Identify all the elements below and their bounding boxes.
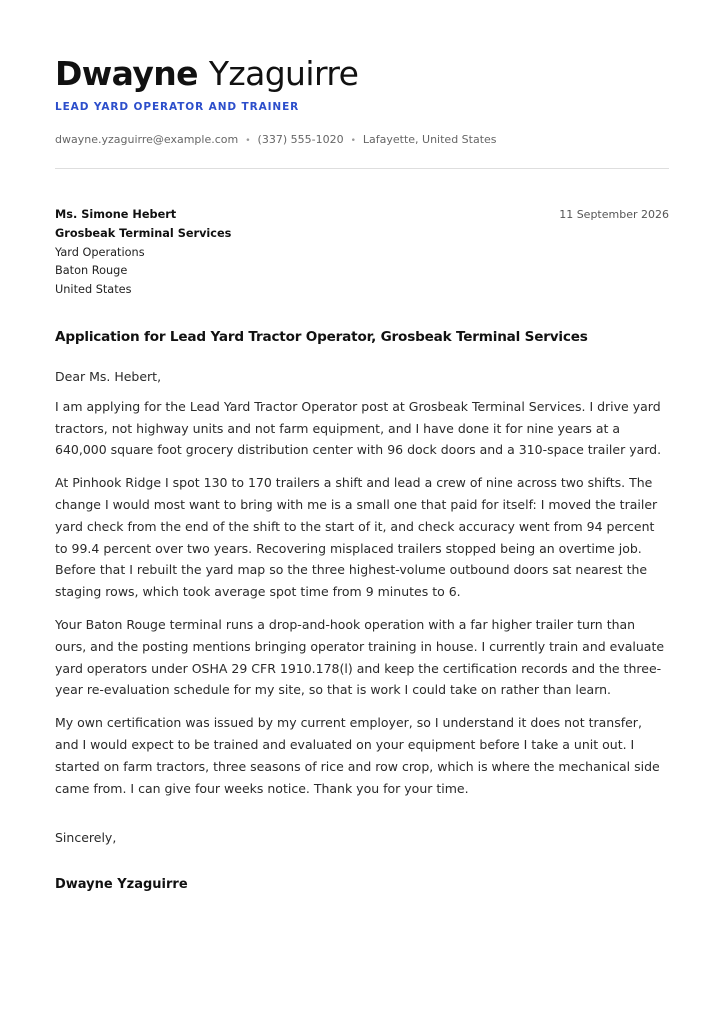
closing: Sincerely,	[55, 830, 117, 845]
salutation: Dear Ms. Hebert,	[55, 369, 162, 384]
recipient-block	[55, 206, 231, 300]
recipient-city: Baton Rouge	[55, 264, 128, 278]
signature: Dwayne Yzaguirre	[55, 877, 188, 892]
letter-body	[55, 366, 669, 810]
contact-separator: •	[350, 136, 356, 146]
contact-location: Lafayette, United States	[362, 133, 497, 146]
applicant-first-name: Dwayne	[55, 54, 198, 93]
body-paragraph: My own certification was issued by my current employer, so I understand it does not transfer, and I would expect to be trained and evaluated on your equipment before I take a unit out. I started on farm tractors, three seasons of rice and row crop, which is where the mechanical side came from. I can give four weeks notice. Thank you for your time.	[55, 715, 660, 796]
cover-letter-page	[55, 0, 669, 1024]
recipient-department: Yard Operations	[55, 245, 145, 259]
recipient-name: Ms. Simone Hebert	[55, 208, 177, 221]
body-paragraph: At Pinhook Ridge I spot 130 to 170 trailers a shift and lead a crew of nine across two shifts. The change I would most want to bring with me is a small one that paid for itself: I moved the trailer yard check from the end of the shift to the start of it, and check accuracy went from 94 percent to 99.4 percent over two years. Recovering misplaced trailers stopped being an overtime job. Before that I rebuilt the yard map so the three highest-volume outbound doors sat nearest the staging rows, which took average spot time from 9 minutes to 6.	[55, 475, 658, 600]
recipient-company: Grosbeak Terminal Services	[55, 226, 232, 240]
header-divider	[55, 168, 669, 169]
letter-date: 11 September 2026	[559, 208, 669, 221]
applicant-name	[55, 54, 358, 94]
contact-phone: (337) 555-1020	[257, 133, 344, 146]
applicant-role: LEAD YARD OPERATOR AND TRAINER	[55, 101, 300, 113]
applicant-last-name: Yzaguirre	[208, 54, 359, 93]
body-paragraph: I am applying for the Lead Yard Tractor Operator post at Grosbeak Terminal Services. I drive yard tractors, not highway units and not farm equipment, and I have done it for nine years at a 640,000 square foot grocery distribution center with 96 dock doors and a 310-space trailer yard.	[55, 398, 662, 458]
recipient-country: United States	[55, 283, 132, 297]
contact-email: dwayne.yzaguirre@example.com	[55, 133, 239, 146]
letter-subject: Application for Lead Yard Tractor Operator, Grosbeak Terminal Services	[55, 329, 588, 345]
contact-separator: •	[245, 136, 251, 146]
body-paragraph: Your Baton Rouge terminal runs a drop-and-hook operation with a far higher trailer turn than ours, and the posting mentions bringing operator training in house. I currently train and evaluate yard operators under OSHA 29 CFR 1910.178(l) and keep the certification records and the three-year re-evaluation schedule for my site, so that is work I could take on rather than learn.	[55, 616, 665, 698]
contact-line	[55, 133, 497, 146]
